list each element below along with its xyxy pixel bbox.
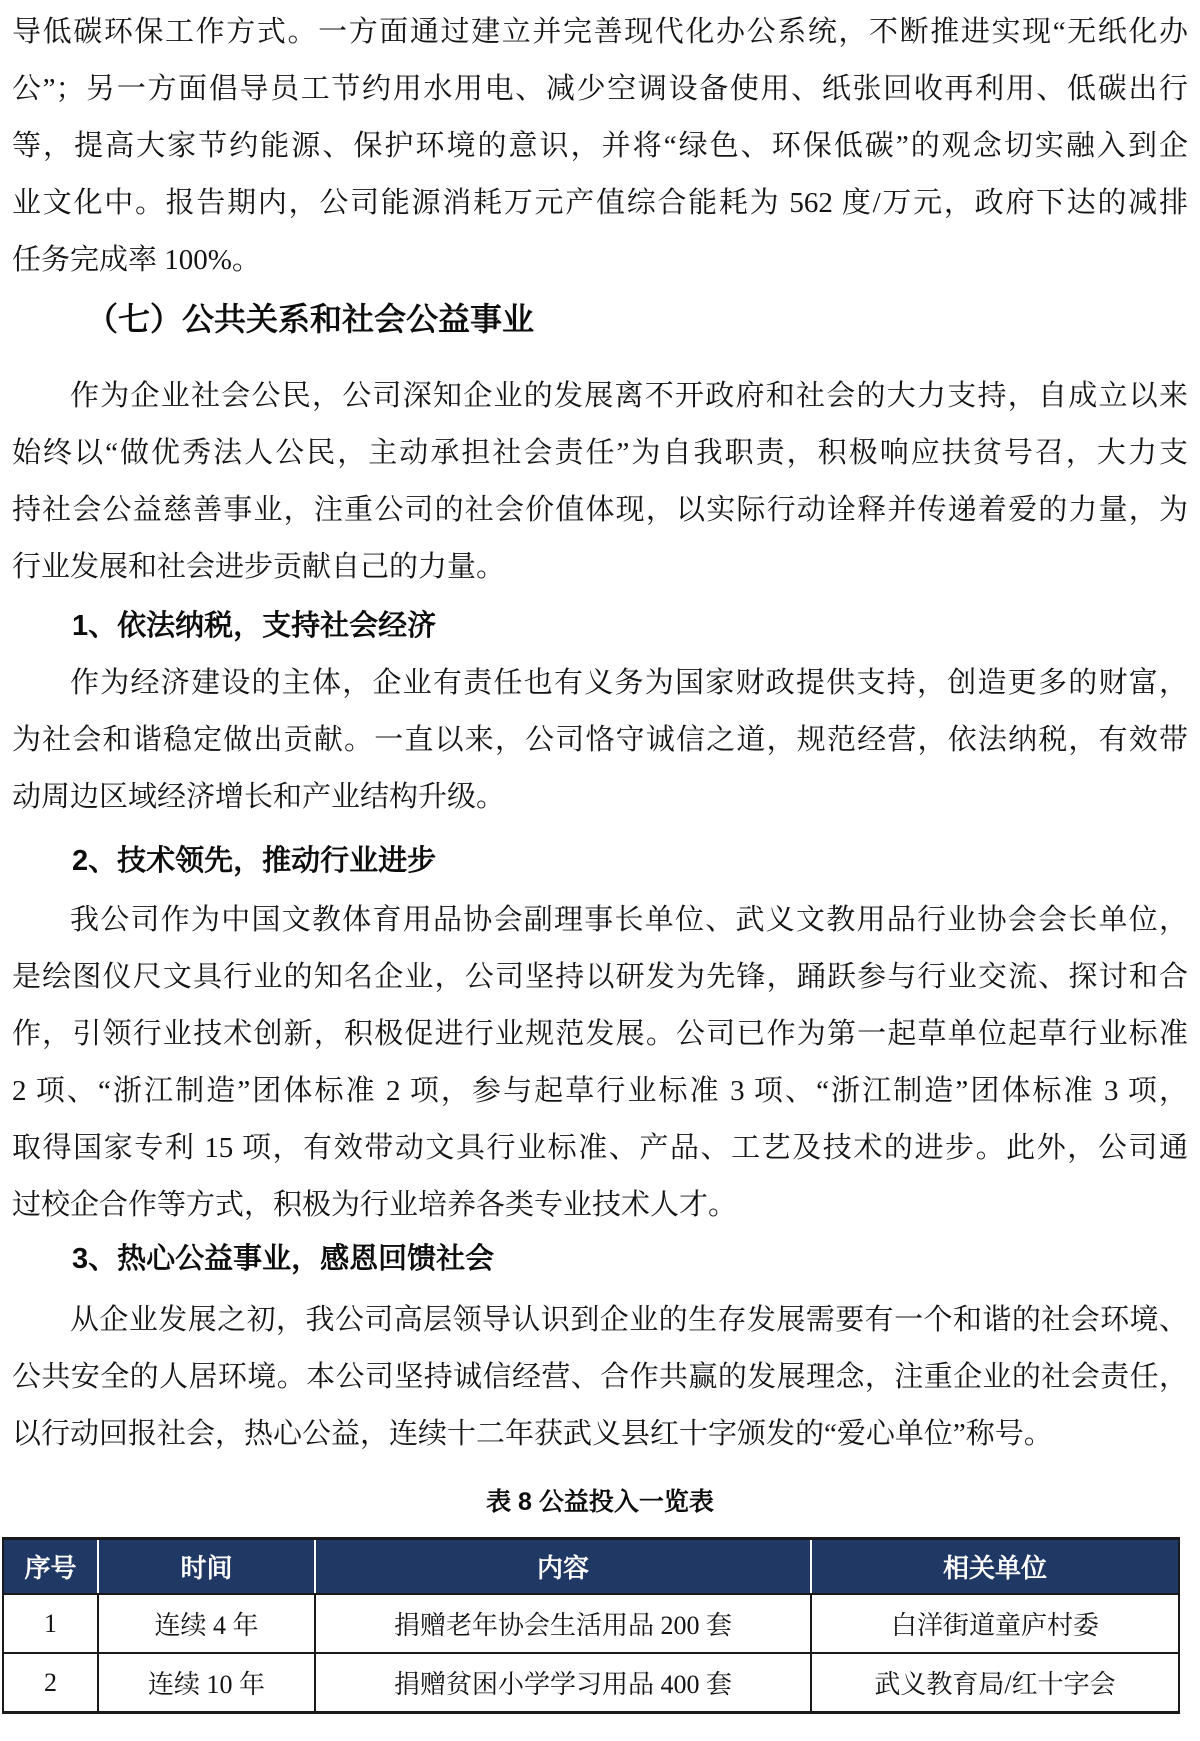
text-line: 以行动回报社会，热心公益，连续十二年获武义县红十字颁发的“爱心单位”称号。 — [12, 1418, 1053, 1450]
text-line: 行业发展和社会进步贡献自己的力量。 — [12, 551, 506, 583]
table-header-cell: 相关单位 — [811, 1539, 1179, 1595]
text-line: 2 项、“浙江制造”团体标准 2 项，参与起草行业标准 3 项、“浙江制造”团体标准 3 项， — [12, 1075, 1188, 1107]
subsection-heading: 3、热心公益事业，感恩回馈社会 — [72, 1243, 495, 1275]
section-heading: （七）公共关系和社会公益事业 — [86, 301, 535, 337]
text-line: 为社会和谐稳定做出贡献。一直以来，公司恪守诚信之道，规范经营，依法纳税，有效带 — [12, 724, 1188, 756]
table-cell: 连续 10 年 — [98, 1653, 315, 1713]
table-cell: 1 — [3, 1594, 98, 1653]
text-line: 始终以“做优秀法人公民，主动承担社会责任”为自我职责，积极响应扶贫号召，大力支 — [12, 437, 1188, 469]
table-cell: 捐赠老年协会生活用品 200 套 — [315, 1594, 811, 1653]
text-line: 过校企合作等方式，积极为行业培养各类专业技术人才。 — [12, 1189, 738, 1221]
paragraph — [0, 4, 1200, 289]
table-row — [3, 1653, 1179, 1713]
text-line: 取得国家专利 15 项，有效带动文具行业标准、产品、工艺及技术的进步。此外，公司通 — [12, 1132, 1188, 1164]
table-cell: 白洋街道童庐村委 — [811, 1594, 1179, 1653]
subsection-heading: 2、技术领先，推动行业进步 — [72, 845, 437, 877]
text-line: 导低碳环保工作方式。一方面通过建立并完善现代化办公系统，不断推进实现“无纸化办 — [12, 16, 1188, 48]
text-line: 是绘图仪尺文具行业的知名企业，公司坚持以研发为先锋，踊跃参与行业交流、探讨和合 — [12, 961, 1188, 993]
text-line: 等，提高大家节约能源、保护环境的意识，并将“绿色、环保低碳”的观念切实融入到企 — [12, 130, 1188, 162]
text-line: 我公司作为中国文教体育用品协会副理事长单位、武义文教用品行业协会会长单位， — [70, 904, 1188, 936]
text-line: 从企业发展之初，我公司高层领导认识到企业的生存发展需要有一个和谐的社会环境、 — [70, 1304, 1188, 1336]
text-line: 持社会公益慈善事业，注重公司的社会价值体现，以实际行动诠释并传递着爱的力量，为 — [12, 494, 1188, 526]
table-cell: 武义教育局/红十字会 — [811, 1653, 1179, 1713]
table-header-cell: 内容 — [315, 1539, 811, 1595]
paragraph — [0, 1292, 1200, 1463]
text-line: 业文化中。报告期内，公司能源消耗万元产值综合能耗为 562 度/万元，政府下达的减排 — [12, 187, 1188, 219]
text-line: 动周边区域经济增长和产业结构升级。 — [12, 781, 506, 813]
table-cell: 捐赠贫困小学学习用品 400 套 — [315, 1653, 811, 1713]
text-line: 作为企业社会公民，公司深知企业的发展离不开政府和社会的大力支持，自成立以来 — [70, 380, 1188, 412]
paragraph — [0, 892, 1200, 1234]
text-line: 任务完成率 100%。 — [12, 244, 261, 276]
donation-table — [2, 1537, 1180, 1714]
paragraph — [0, 368, 1200, 596]
table-row — [3, 1594, 1179, 1653]
table-header-row — [3, 1539, 1179, 1595]
text-line: 公共安全的人居环境。本公司坚持诚信经营、合作共赢的发展理念，注重企业的社会责任， — [12, 1361, 1188, 1393]
paragraph — [0, 655, 1200, 826]
text-line: 作，引领行业技术创新，积极促进行业规范发展。公司已作为第一起草单位起草行业标准 — [12, 1018, 1188, 1050]
subsection-heading: 1、依法纳税，支持社会经济 — [72, 610, 437, 642]
table-caption: 表 8 公益投入一览表 — [486, 1488, 714, 1516]
table-cell: 连续 4 年 — [98, 1594, 315, 1653]
text-line: 公”；另一方面倡导员工节约用水用电、减少空调设备使用、纸张回收再利用、低碳出行 — [12, 73, 1188, 105]
table-header-cell: 序号 — [3, 1539, 98, 1595]
text-line: 作为经济建设的主体，企业有责任也有义务为国家财政提供支持，创造更多的财富， — [70, 667, 1188, 699]
table-header-cell: 时间 — [98, 1539, 315, 1595]
table-cell: 2 — [3, 1653, 98, 1713]
